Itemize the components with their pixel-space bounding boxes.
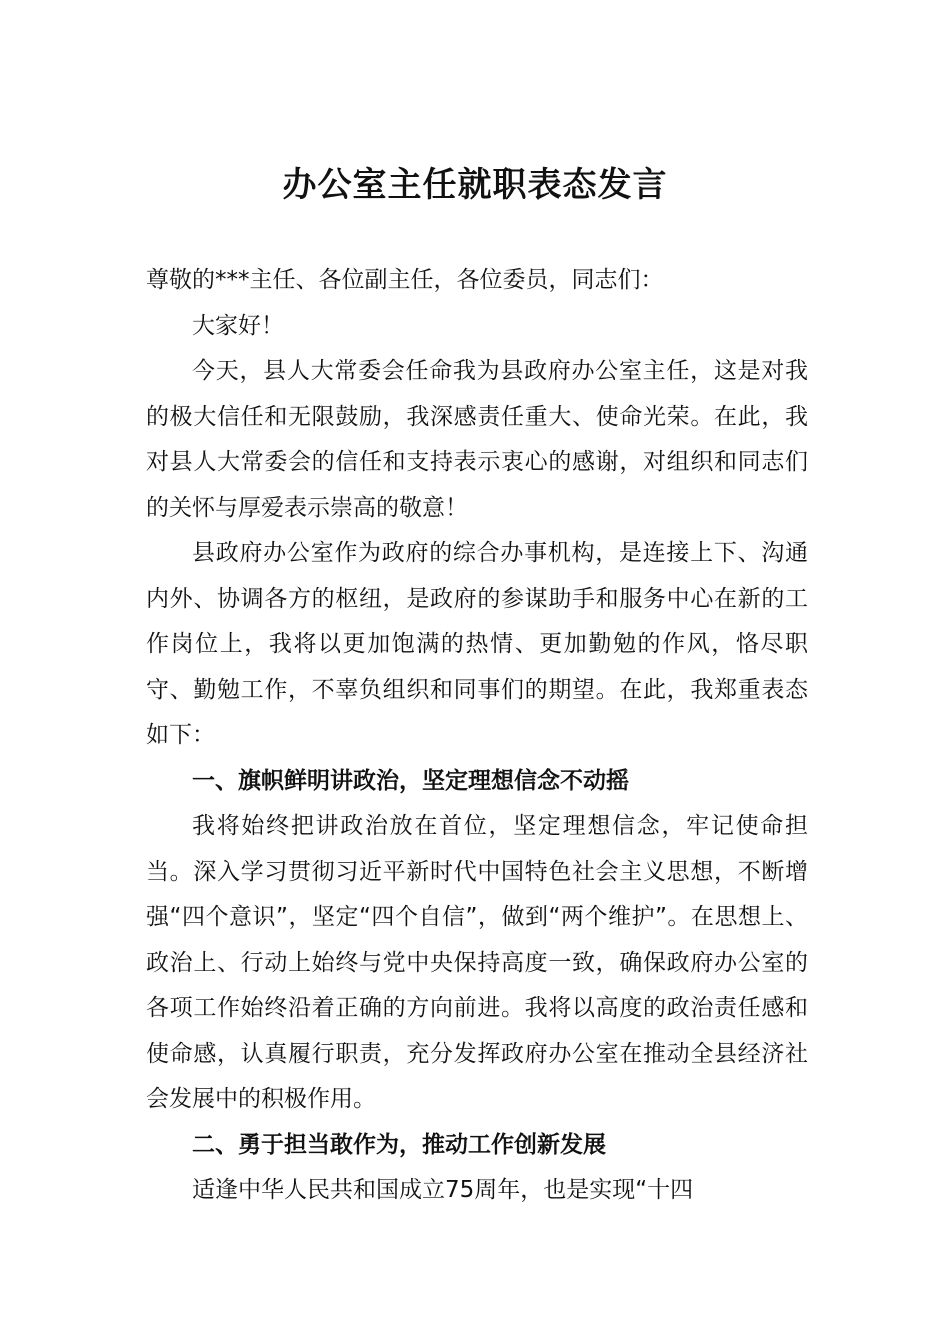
paragraph-office-role: 县政府办公室作为政府的综合办事机构，是连接上下、沟通内外、协调各方的枢纽，是政府的参谋助手和服务中心在新的工作岗位上，我将以更加饱满的热情、更加勤勉的作风，恪尽职守、勤勉工作，不辜负组织和同事们的期望。在此，我郑重表态如下：	[146, 540, 808, 748]
salutation: 尊敬的***主任、各位副主任，各位委员，同志们：	[146, 267, 664, 293]
document-title: 办公室主任就职表态发言	[282, 165, 668, 205]
section-heading-1: 一、旗帜鲜明讲政治，坚定理想信念不动摇	[192, 767, 629, 794]
document-body	[146, 258, 808, 1214]
paragraph-appointment: 今天，县人大常委会任命我为县政府办公室主任，这是对我的极大信任和无限鼓励，我深感责任重大、使命光荣。在此，我对县人大常委会的信任和支持表示衷心的感谢，对组织和同志们的关怀与厚爱表示崇高的敬意！	[146, 358, 808, 521]
section-text-2: 适逢中华人民共和国成立75周年，也是实现“十四	[192, 1177, 694, 1203]
greeting: 大家好！	[192, 312, 284, 339]
section-heading-2: 二、勇于担当敢作为，推动工作创新发展	[192, 1131, 606, 1158]
section-text-1: 我将始终把讲政治放在首位，坚定理想信念，牢记使命担当。深入学习贯彻习近平新时代中国特色社会主义思想，不断增强“四个意识”，坚定“四个自信”，做到“两个维护”。在思想上、政治上、行动上始终与党中央保持高度一致，确保政府办公室的各项工作始终沿着正确的方向前进。我将以高度的政治责任感和使命感，认真履行职责，充分发挥政府办公室在推动全县经济社会发展中的积极作用。	[146, 813, 808, 1112]
